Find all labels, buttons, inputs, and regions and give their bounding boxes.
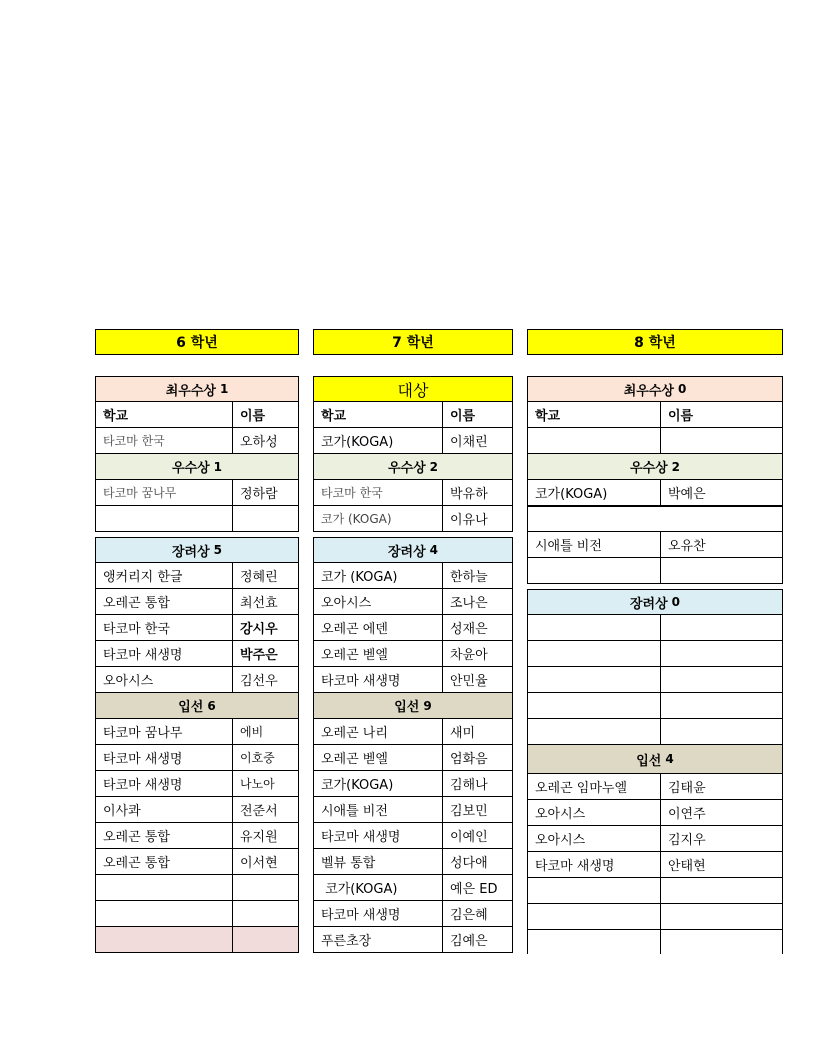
name-cell	[661, 878, 783, 903]
table-row	[527, 904, 783, 930]
award-count: 1	[213, 459, 223, 474]
table-row	[95, 771, 299, 797]
school-cell	[528, 904, 661, 929]
award-count: 0	[671, 595, 681, 609]
table-row	[527, 480, 783, 506]
table-row	[313, 745, 513, 771]
school-header: 학교	[96, 402, 233, 427]
school-cell	[96, 875, 233, 900]
table-row	[95, 667, 299, 693]
award-count: 1	[219, 382, 229, 396]
name-cell: 차윤아	[443, 641, 513, 666]
table-row	[95, 615, 299, 641]
name-cell: 이유나	[443, 506, 513, 531]
name-cell	[661, 693, 783, 718]
award-label: 장려상	[171, 544, 210, 560]
table-row	[527, 774, 783, 800]
school-cell: 타코마 꿈나무	[96, 480, 233, 505]
award-label: 장려상	[387, 544, 426, 560]
school-cell: 이사콰	[96, 797, 233, 822]
award-label: 우수상	[171, 461, 210, 476]
name-cell: 김태윤	[661, 774, 783, 799]
name-header: 이름	[443, 402, 513, 427]
table-row	[527, 930, 783, 954]
award-label: 입선	[178, 700, 204, 715]
table-row	[527, 558, 783, 584]
table-row	[527, 878, 783, 904]
name-cell	[233, 506, 299, 531]
table-row	[95, 797, 299, 823]
school-cell	[528, 930, 661, 954]
grade-6-column	[95, 329, 299, 953]
name-cell: 오하성	[233, 428, 299, 453]
name-cell: 유지원	[233, 823, 299, 848]
award-count: 4	[665, 752, 674, 766]
table-row	[95, 480, 299, 506]
name-header: 이름	[233, 402, 299, 427]
school-cell: 타코마 새생명	[96, 641, 233, 666]
grade-6-top-award-header	[95, 376, 299, 402]
school-cell	[528, 693, 661, 718]
grade-8-title: 8 학년	[527, 329, 783, 355]
table-row	[527, 641, 783, 667]
table-header-row	[313, 402, 513, 428]
school-cell	[528, 558, 661, 583]
award-count: 5	[213, 543, 223, 557]
school-cell: 오레곤 나리	[314, 719, 443, 744]
award-count: 2	[429, 459, 439, 474]
school-cell	[96, 927, 233, 952]
table-row	[527, 800, 783, 826]
empty-merged-cell	[528, 506, 783, 531]
table-row	[527, 428, 783, 454]
award-count: 4	[429, 543, 439, 557]
school-cell: 오레곤 통합	[96, 823, 233, 848]
school-cell: 코가 (KOGA)	[314, 563, 443, 588]
school-cell: 타코마 한국	[96, 615, 233, 640]
name-cell: 정하람	[233, 480, 299, 505]
award-count: 6	[207, 698, 216, 713]
table-row	[313, 506, 513, 532]
table-row	[313, 428, 513, 454]
grade-7-title: 7 학년	[313, 329, 513, 355]
school-cell: 타코마 새생명	[96, 745, 233, 770]
table-row	[95, 719, 299, 745]
school-cell	[96, 506, 233, 531]
name-cell: 에비	[233, 719, 299, 744]
school-cell: 오레곤 벧엘	[314, 641, 443, 666]
name-cell: 김보민	[443, 797, 513, 822]
table-row	[313, 667, 513, 693]
table-header-row	[95, 402, 299, 428]
grade-7-column	[313, 329, 513, 953]
name-cell	[233, 875, 299, 900]
name-cell: 강시우	[233, 615, 299, 640]
school-cell: 코가(KOGA)	[314, 875, 443, 900]
name-cell	[233, 901, 299, 926]
award-label: 입선	[636, 753, 662, 769]
school-cell: 타코마 한국	[314, 480, 443, 505]
table-row	[527, 693, 783, 719]
award-label: 최우수상	[165, 383, 216, 399]
name-cell: 예은 ED	[443, 875, 513, 900]
name-cell: 성재은	[443, 615, 513, 640]
name-cell: 안민율	[443, 667, 513, 692]
table-row	[95, 927, 299, 953]
school-cell: 타코마 새생명	[96, 771, 233, 796]
school-cell	[528, 641, 661, 666]
name-cell: 이예인	[443, 823, 513, 848]
award-count: 2	[671, 459, 681, 474]
table-row	[313, 875, 513, 901]
grade-7-encourage-header	[313, 537, 513, 563]
grade-7-excellence-header	[313, 454, 513, 480]
table-row	[313, 641, 513, 667]
school-cell: 오레곤 임마누엘	[528, 774, 661, 799]
name-cell	[661, 667, 783, 692]
award-label: 우수상	[629, 461, 668, 476]
award-label: 장려상	[629, 596, 668, 612]
name-cell	[233, 927, 299, 952]
name-cell: 박주은	[233, 641, 299, 666]
name-cell	[661, 558, 783, 583]
table-row	[95, 849, 299, 875]
table-row	[527, 719, 783, 745]
grade-6-merit-header	[95, 693, 299, 719]
school-cell	[528, 878, 661, 903]
table-row	[527, 615, 783, 641]
name-cell: 조나은	[443, 589, 513, 614]
grade-8-merit-header	[527, 745, 783, 774]
school-cell: 오아시스	[528, 826, 661, 851]
table-row	[313, 563, 513, 589]
grade-6-encourage-header	[95, 537, 299, 563]
table-row	[95, 428, 299, 454]
name-cell: 김선우	[233, 667, 299, 692]
school-cell: 타코마 한국	[96, 428, 233, 453]
name-cell	[661, 641, 783, 666]
table-row	[313, 849, 513, 875]
name-cell: 오유찬	[661, 532, 783, 557]
name-cell: 이서현	[233, 849, 299, 874]
school-cell: 오아시스	[528, 800, 661, 825]
table-row	[313, 771, 513, 797]
award-count: 0	[677, 382, 687, 396]
table-row	[95, 823, 299, 849]
name-cell	[661, 904, 783, 929]
table-row	[313, 823, 513, 849]
school-header: 학교	[528, 402, 661, 427]
school-cell: 오아시스	[314, 589, 443, 614]
school-cell: 코가 (KOGA)	[314, 506, 443, 531]
table-row	[313, 480, 513, 506]
name-cell: 성다애	[443, 849, 513, 874]
school-cell	[528, 615, 661, 640]
name-cell: 전준서	[233, 797, 299, 822]
name-cell: 김해나	[443, 771, 513, 796]
name-cell: 정혜린	[233, 563, 299, 588]
table-row	[527, 852, 783, 878]
name-cell: 새미	[443, 719, 513, 744]
table-row	[313, 719, 513, 745]
name-cell: 이연주	[661, 800, 783, 825]
name-cell	[661, 428, 783, 453]
table-row	[95, 506, 299, 532]
name-cell: 김지우	[661, 826, 783, 851]
name-cell: 엄화음	[443, 745, 513, 770]
school-cell	[528, 719, 661, 744]
table-row	[95, 641, 299, 667]
school-cell: 오레곤 벧엘	[314, 745, 443, 770]
school-cell: 앵커리지 한글	[96, 563, 233, 588]
school-cell: 타코마 새생명	[528, 852, 661, 877]
table-row	[95, 875, 299, 901]
name-cell	[661, 719, 783, 744]
school-cell: 푸른초장	[314, 927, 443, 952]
name-cell: 이채린	[443, 428, 513, 453]
table-row	[527, 532, 783, 558]
table-row	[527, 506, 783, 532]
school-cell: 벨뷰 통합	[314, 849, 443, 874]
school-cell: 오레곤 에덴	[314, 615, 443, 640]
name-cell: 한하늘	[443, 563, 513, 588]
name-cell: 안태현	[661, 852, 783, 877]
school-cell: 시애틀 비전	[528, 532, 661, 557]
name-cell	[661, 930, 783, 954]
table-row	[313, 797, 513, 823]
school-cell: 코가(KOGA)	[528, 480, 661, 505]
name-cell	[661, 615, 783, 640]
table-row	[95, 745, 299, 771]
school-cell: 타코마 새생명	[314, 823, 443, 848]
name-cell: 김예은	[443, 927, 513, 952]
name-cell: 나노아	[233, 771, 299, 796]
school-cell	[96, 901, 233, 926]
school-cell	[528, 428, 661, 453]
name-cell: 최선효	[233, 589, 299, 614]
table-row	[527, 667, 783, 693]
name-header: 이름	[661, 402, 783, 427]
table-row	[527, 826, 783, 852]
table-row	[95, 589, 299, 615]
school-cell: 타코마 새생명	[314, 901, 443, 926]
award-label: 대상	[397, 380, 429, 400]
grade-8-column	[527, 329, 783, 954]
grade-8-encourage-header	[527, 589, 783, 615]
grade-8-excellence-header	[527, 454, 783, 480]
grade-6-excellence-header	[95, 454, 299, 480]
name-cell: 박유하	[443, 480, 513, 505]
school-cell: 타코마 꿈나무	[96, 719, 233, 744]
grade-8-top-award-header	[527, 376, 783, 402]
table-row	[313, 927, 513, 953]
name-cell: 박예은	[661, 480, 783, 505]
table-row	[313, 589, 513, 615]
award-label: 우수상	[387, 461, 426, 476]
award-label: 입선	[394, 700, 420, 715]
award-count: 9	[423, 698, 432, 713]
grade-7-merit-header	[313, 693, 513, 719]
school-cell: 시애틀 비전	[314, 797, 443, 822]
table-row	[313, 901, 513, 927]
school-cell	[528, 667, 661, 692]
school-cell: 오레곤 통합	[96, 849, 233, 874]
table-row	[95, 563, 299, 589]
school-cell: 코가(KOGA)	[314, 771, 443, 796]
name-cell: 이호중	[233, 745, 299, 770]
school-header: 학교	[314, 402, 443, 427]
award-label: 최우수상	[623, 383, 674, 399]
name-cell: 김은혜	[443, 901, 513, 926]
table-header-row	[527, 402, 783, 428]
table-row	[313, 615, 513, 641]
school-cell: 타코마 새생명	[314, 667, 443, 692]
school-cell: 코가(KOGA)	[314, 428, 443, 453]
table-row	[95, 901, 299, 927]
school-cell: 오레곤 통합	[96, 589, 233, 614]
grade-7-grand-award-header	[313, 376, 513, 402]
grade-6-title: 6 학년	[95, 329, 299, 355]
school-cell: 오아시스	[96, 667, 233, 692]
